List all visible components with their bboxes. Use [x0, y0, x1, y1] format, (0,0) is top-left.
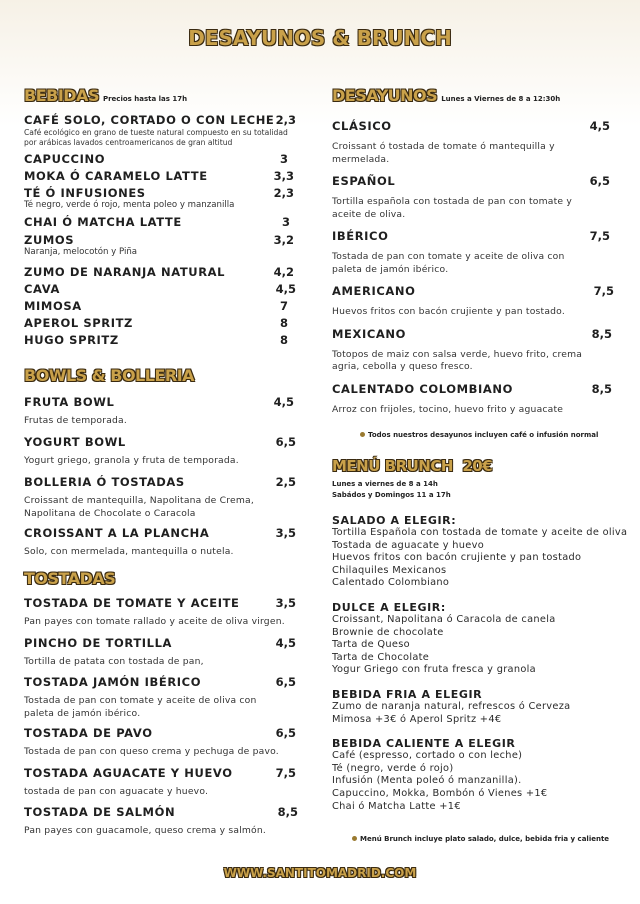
brunch-line: Yogur Griego con fruta fresca y granola	[332, 664, 536, 676]
menu-item	[332, 327, 614, 374]
desayunos-note: Lunes a Viernes de 8 a 12:30h	[441, 95, 561, 103]
menu-item	[332, 229, 614, 276]
item-desc: Pan payes con tomate rallado y aceite de oliva virgen.	[24, 616, 285, 627]
brunch-group-label: BEBIDA CALIENTE A ELEGIR	[332, 737, 516, 751]
brunch-header	[332, 457, 614, 475]
brunch-line: Chilaquiles Mexicanos	[332, 564, 447, 576]
item-price: 8,5	[277, 805, 298, 819]
item-desc: Tostada de pan con queso crema y pechuga de pavo.	[24, 746, 279, 757]
item-name: CLÁSICO	[332, 119, 392, 133]
brunch-group-bebida-fria	[332, 688, 628, 726]
menu-item	[24, 333, 300, 347]
page-title: DESAYUNOS & BRUNCH	[188, 26, 452, 50]
item-name: HUGO SPRITZ	[24, 333, 119, 347]
item-desc: Té negro, verde ó rojo, menta poleo y manzanilla	[24, 200, 235, 210]
brunch-group-label: BEBIDA FRIA A ELEGIR	[332, 687, 483, 701]
brunch-group-salado	[332, 514, 628, 590]
menu-item	[24, 152, 300, 166]
brunch-title: MENÚ BRUNCH 20€	[332, 457, 493, 475]
item-name: CHAI Ó MATCHA LATTE	[24, 215, 182, 229]
item-name: FRUTA BOWL	[24, 395, 115, 409]
item-name: CAFÉ SOLO, CORTADO O CON LECHE	[24, 113, 275, 127]
item-price: 7,5	[589, 229, 610, 243]
brunch-footnote	[352, 835, 612, 843]
bebidas-title: BEBIDAS	[24, 86, 99, 105]
item-price: 6,5	[275, 675, 296, 689]
brunch-footnote-text: Menú Brunch incluye plato salado, dulce, bebida fria y caliente	[360, 835, 610, 843]
item-desc: Croissant ó tostada de tomate ó mantequilla y mermelada.	[332, 141, 555, 165]
menu-item	[24, 316, 300, 330]
item-desc: Totopos de maiz con salsa verde, huevo frito, crema agria, cebolla y queso fresco.	[332, 348, 583, 372]
item-name: MOKA Ó CARAMELO LATTE	[24, 169, 208, 183]
brunch-group-dulce	[332, 601, 628, 677]
menu-item	[24, 636, 300, 669]
item-price: 4,5	[275, 282, 296, 296]
item-name: APEROL SPRITZ	[24, 316, 133, 330]
bowls-list	[24, 395, 300, 559]
item-desc: Huevos fritos con bacón crujiente y pan tostado.	[332, 306, 565, 317]
menu-item	[24, 675, 300, 720]
brunch-line: Zumo de naranja natural, refrescos ó Cerveza	[332, 700, 571, 712]
item-price: 8,5	[591, 381, 612, 396]
menu-item	[24, 475, 300, 520]
menu-item	[24, 435, 300, 468]
item-price: 2,3	[273, 186, 294, 200]
item-name: IBÉRICO	[332, 229, 389, 243]
item-desc: Tortilla de patata con tostada de pan,	[24, 655, 204, 667]
bebidas-list	[24, 113, 300, 347]
brunch-line: Huevos fritos con bacón crujiente y pan tostado	[332, 552, 582, 564]
bowls-header	[24, 366, 300, 385]
menu-item	[24, 186, 300, 210]
brunch-schedule	[332, 479, 614, 501]
desayunos-footnote	[360, 431, 610, 439]
item-price: 7,5	[593, 284, 614, 298]
menu-item	[24, 526, 300, 559]
menu-item	[332, 382, 614, 417]
menu-item	[24, 233, 300, 257]
brunch-line: Tarta de Chocolate	[332, 651, 430, 663]
menu-item	[24, 215, 300, 229]
item-desc: Pan payes con guacamole, queso crema y salmón.	[24, 825, 267, 836]
item-price: 3	[281, 215, 290, 229]
desayunos-list	[332, 119, 614, 416]
item-price: 4,5	[275, 635, 296, 650]
menu-item	[24, 766, 300, 799]
brunch-group-label: DULCE A ELEGIR:	[332, 600, 446, 614]
item-desc: Tostada de pan con tomate y aceite de oliva con paleta de jamón ibérico.	[332, 251, 565, 275]
item-price: 4,5	[273, 395, 294, 409]
menu-item	[24, 169, 300, 183]
item-name: CROISSANT A LA PLANCHA	[24, 526, 210, 540]
item-price: 7	[279, 299, 288, 313]
item-name: PINCHO DE TORTILLA	[24, 635, 173, 650]
item-name: ESPAÑOL	[332, 174, 396, 188]
brunch-schedule-line: Sabádos y Domingos 11 a 17h	[332, 491, 451, 499]
item-price: 7,5	[275, 765, 296, 780]
brunch-group-label: SALADO A ELEGIR:	[332, 514, 457, 527]
item-desc: Solo, con mermelada, mantequilla o nutela.	[24, 546, 234, 557]
item-name: TOSTADA DE TOMATE Y ACEITE	[24, 596, 240, 610]
item-name: YOGURT BOWL	[24, 434, 126, 449]
menu-item	[332, 119, 614, 166]
menu-item	[24, 113, 300, 148]
item-name: BOLLERIA Ó TOSTADAS	[24, 475, 185, 489]
desayunos-header	[332, 86, 614, 105]
item-desc: Naranja, melocotón y Piña	[24, 247, 138, 257]
tostadas-title: TOSTADAS	[24, 569, 116, 588]
item-price: 2,3	[275, 113, 296, 127]
item-name: MIMOSA	[24, 299, 82, 313]
bowls-title: BOWLS & BOLLERIA	[24, 366, 195, 385]
menu-item	[24, 805, 300, 838]
brunch-line: Infusión (Menta poleó ó manzanilla).	[332, 775, 522, 787]
menu-item	[332, 174, 614, 221]
item-name: CAVA	[24, 282, 60, 296]
item-desc: tostada de pan con aguacate y huevo.	[24, 785, 209, 797]
item-price: 2,5	[275, 475, 296, 489]
menu-item	[24, 395, 300, 428]
item-price: 8	[279, 333, 288, 347]
menu-item	[24, 265, 300, 279]
brunch-line: Tortilla Española con tostada de tomate y aceite de oliva	[332, 527, 628, 538]
brunch-line: Tostada de aguacate y huevo	[332, 539, 485, 551]
item-desc: Tortilla española con tostada de pan con tomate y aceite de oliva.	[332, 196, 572, 220]
menu-item	[24, 282, 300, 296]
bullet-dot-icon	[360, 432, 365, 437]
item-name: TOSTADA JAMÓN IBÉRICO	[24, 675, 202, 689]
item-name: TOSTADA DE SALMÓN	[24, 805, 176, 819]
item-price: 6,5	[275, 726, 296, 740]
menu-item	[332, 284, 614, 319]
brunch-groups	[332, 514, 628, 813]
item-name: MEXICANO	[332, 326, 406, 341]
item-price: 3,5	[275, 596, 296, 610]
item-price: 4,5	[589, 119, 610, 133]
item-name: TOSTADA DE PAVO	[24, 726, 153, 740]
item-name: CALENTADO COLOMBIANO	[332, 381, 514, 396]
item-desc: Yogurt griego, granola y fruta de temporada.	[24, 454, 239, 466]
menu-item	[24, 596, 300, 629]
item-name: TOSTADA AGUACATE Y HUEVO	[24, 765, 233, 780]
menu-item	[24, 299, 300, 313]
menu-item	[24, 726, 300, 759]
tostadas-list	[24, 596, 300, 838]
brunch-line: Tarta de Queso	[332, 639, 410, 651]
bullet-dot-icon	[352, 836, 357, 841]
brunch-line: Capuccino, Mokka, Bombón ó Vienes +1€	[332, 787, 548, 799]
brunch-group-bebida-caliente	[332, 737, 628, 813]
brunch-line: Brownie de chocolate	[332, 626, 444, 638]
item-name: TÉ Ó INFUSIONES	[24, 186, 146, 200]
tostadas-header	[24, 569, 300, 588]
brunch-line: Té (negro, verde ó rojo)	[332, 762, 454, 774]
brunch-line: Café (espresso, cortado o con leche)	[332, 750, 523, 762]
brunch-line: Mimosa +3€ ó Aperol Spritz +4€	[332, 713, 502, 725]
item-desc: Frutas de temporada.	[24, 415, 128, 426]
item-price: 6,5	[275, 434, 296, 449]
item-name: AMERICANO	[332, 284, 416, 298]
desayunos-footnote-text: Todos nuestros desayunos incluyen café o infusión normal	[368, 431, 599, 439]
item-desc: Croissant de mantequilla, Napolitana de Crema, Napolitana de Chocolate o Caracola	[24, 495, 254, 519]
item-price: 3,3	[273, 169, 294, 183]
item-price: 3	[279, 152, 288, 166]
item-name: ZUMOS	[24, 233, 75, 247]
item-price: 6,5	[589, 174, 610, 188]
item-desc: Café ecológico en grano de tueste natural compuesto en su totalidad por arábicas lavados centroamericanos de gran altitud	[24, 128, 288, 147]
bebidas-header	[24, 86, 300, 105]
item-name: CAPUCCINO	[24, 152, 106, 166]
item-price: 3,2	[273, 233, 294, 247]
item-price: 4,2	[273, 265, 294, 279]
item-name: ZUMO DE NARANJA NATURAL	[24, 265, 226, 279]
bebidas-note: Precios hasta las 17h	[102, 95, 188, 103]
brunch-line: Chai ó Matcha Latte +1€	[332, 800, 461, 812]
item-price: 8	[279, 316, 288, 330]
item-desc: Tostada de pan con tomate y aceite de oliva con paleta de jamón ibérico.	[24, 695, 257, 719]
desayunos-title: DESAYUNOS	[332, 86, 438, 105]
item-price: 8,5	[591, 326, 612, 341]
brunch-line: Calentado Colombiano	[332, 577, 450, 589]
brunch-line: Croissant, Napolitana ó Caracola de canela	[332, 613, 556, 625]
website-link[interactable]: WWW.SANTITOMADRID.COM	[223, 866, 417, 880]
item-desc: Arroz con frijoles, tocino, huevo frito y aguacate	[332, 403, 564, 415]
brunch-schedule-line: Lunes a viernes de 8 a 14h	[332, 480, 438, 488]
item-price: 3,5	[275, 526, 296, 540]
